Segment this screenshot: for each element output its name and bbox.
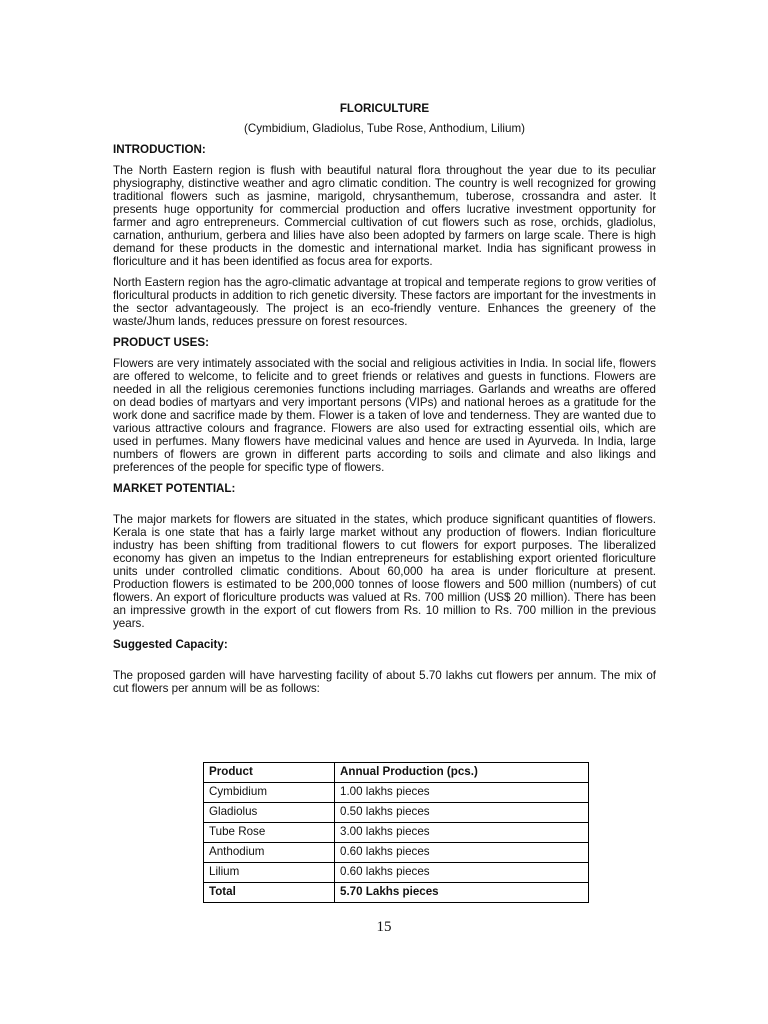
table-total-value: 5.70 Lakhs pieces: [335, 883, 589, 903]
market-potential-paragraph: The major markets for flowers are situated in the states, which produce significant quantities of flowers. Kerala is one state that has a fairly large market without any production of flowers. Indian floriculture industry has been shifting from traditional flowers to cut flowers for export purposes. The liberalized economy has given an impetus to the Indian entrepreneurs for establishing export oriented floriculture units under controlled climatic conditions. About 60,000 ha area is under floriculture at present. Production flowers is estimated to be 200,000 tonnes of loose flowers and 500 million (numbers) of cut flowers. An export of floriculture products was valued at Rs. 700 million (US$ 20 million). There has been an impressive growth in the export of cut flowers from Rs. 10 million to Rs. 700 million in the previous years.: [113, 513, 656, 630]
table-row: [204, 863, 589, 883]
introduction-paragraph-1: The North Eastern region is flush with beautiful natural flora throughout the year due to its peculiar physiography, distinctive weather and agro climatic condition. The country is well recognized for growing traditional flowers such as jasmine, marigold, chrysanthemum, tuberose, crossandra and aster. It presents huge opportunity for commercial production and offers lucrative investment opportunity for farmer and agro entrepreneurs. Commercial cultivation of cut flowers such as rose, orchids, gladiolus, carnation, anthurium, gerbera and lilies have also been adopted by farmers on large scale. There is high demand for these products in the domestic and international market. India has significant prowess in floriculture and it has been identified as focus area for exports.: [113, 164, 656, 268]
market-potential-heading: MARKET POTENTIAL:: [113, 482, 236, 495]
table-total-label: Total: [204, 883, 335, 903]
table-row: [204, 803, 589, 823]
table-cell-production: 0.60 lakhs pieces: [335, 843, 589, 863]
page-subtitle: (Cymbidium, Gladiolus, Tube Rose, Anthodium, Lilium): [244, 122, 525, 135]
product-uses-heading: PRODUCT USES:: [113, 336, 209, 349]
page-title: FLORICULTURE: [339, 102, 430, 115]
production-table: [203, 762, 589, 903]
table-header-product: Product: [204, 763, 335, 783]
table-cell-product: Cymbidium: [204, 783, 335, 803]
table-cell-product: Tube Rose: [204, 823, 335, 843]
table-total-row: [204, 883, 589, 903]
table-cell-production: 0.60 lakhs pieces: [335, 863, 589, 883]
suggested-capacity-paragraph: The proposed garden will have harvesting facility of about 5.70 lakhs cut flowers per annum. The mix of cut flowers per annum will be as follows:: [113, 669, 656, 695]
introduction-paragraph-2: North Eastern region has the agro-climatic advantage at tropical and temperate regions to grow verities of floricultural products in addition to rich genetic diversity. These factors are important for the investments in the sector advantageously. The project is an eco-friendly venture. Enhances the greenery of the waste/Jhum lands, reduces pressure on forest resources.: [113, 276, 656, 328]
table-row: [204, 823, 589, 843]
table-cell-product: Anthodium: [204, 843, 335, 863]
introduction-heading: INTRODUCTION:: [113, 143, 206, 156]
table-row: [204, 843, 589, 863]
page-number: 15: [376, 919, 392, 935]
product-uses-paragraph: Flowers are very intimately associated with the social and religious activities in India. In social life, flowers are offered to welcome, to felicite and to greet friends or relatives and guests in functions. Flowers are needed in all the religious ceremonies functions including marriages. Garlands and wreaths are offered on dead bodies of martyars and very important persons (VIPs) and national heroes as a gratitude for the work done and sacrifice made by them. Flower is a taken of love and tenderness. They are wanted due to various attractive colours and fragrance. Flowers are also used for extracting essential oils, which are used in perfumes. Many flowers have medicinal values and hence are used in Ayurveda. In India, large numbers of flowers are grown in different parts according to soils and climate and also likings and preferences of the people for specific type of flowers.: [113, 357, 656, 474]
table-cell-production: 3.00 lakhs pieces: [335, 823, 589, 843]
table-row: [204, 783, 589, 803]
table-cell-production: 1.00 lakhs pieces: [335, 783, 589, 803]
table-header-row: [204, 763, 589, 783]
suggested-capacity-heading: Suggested Capacity:: [113, 638, 228, 651]
document-body: [113, 102, 656, 703]
table-cell-product: Lilium: [204, 863, 335, 883]
table-header-annual-production: Annual Production (pcs.): [335, 763, 589, 783]
table-cell-production: 0.50 lakhs pieces: [335, 803, 589, 823]
table-cell-product: Gladiolus: [204, 803, 335, 823]
